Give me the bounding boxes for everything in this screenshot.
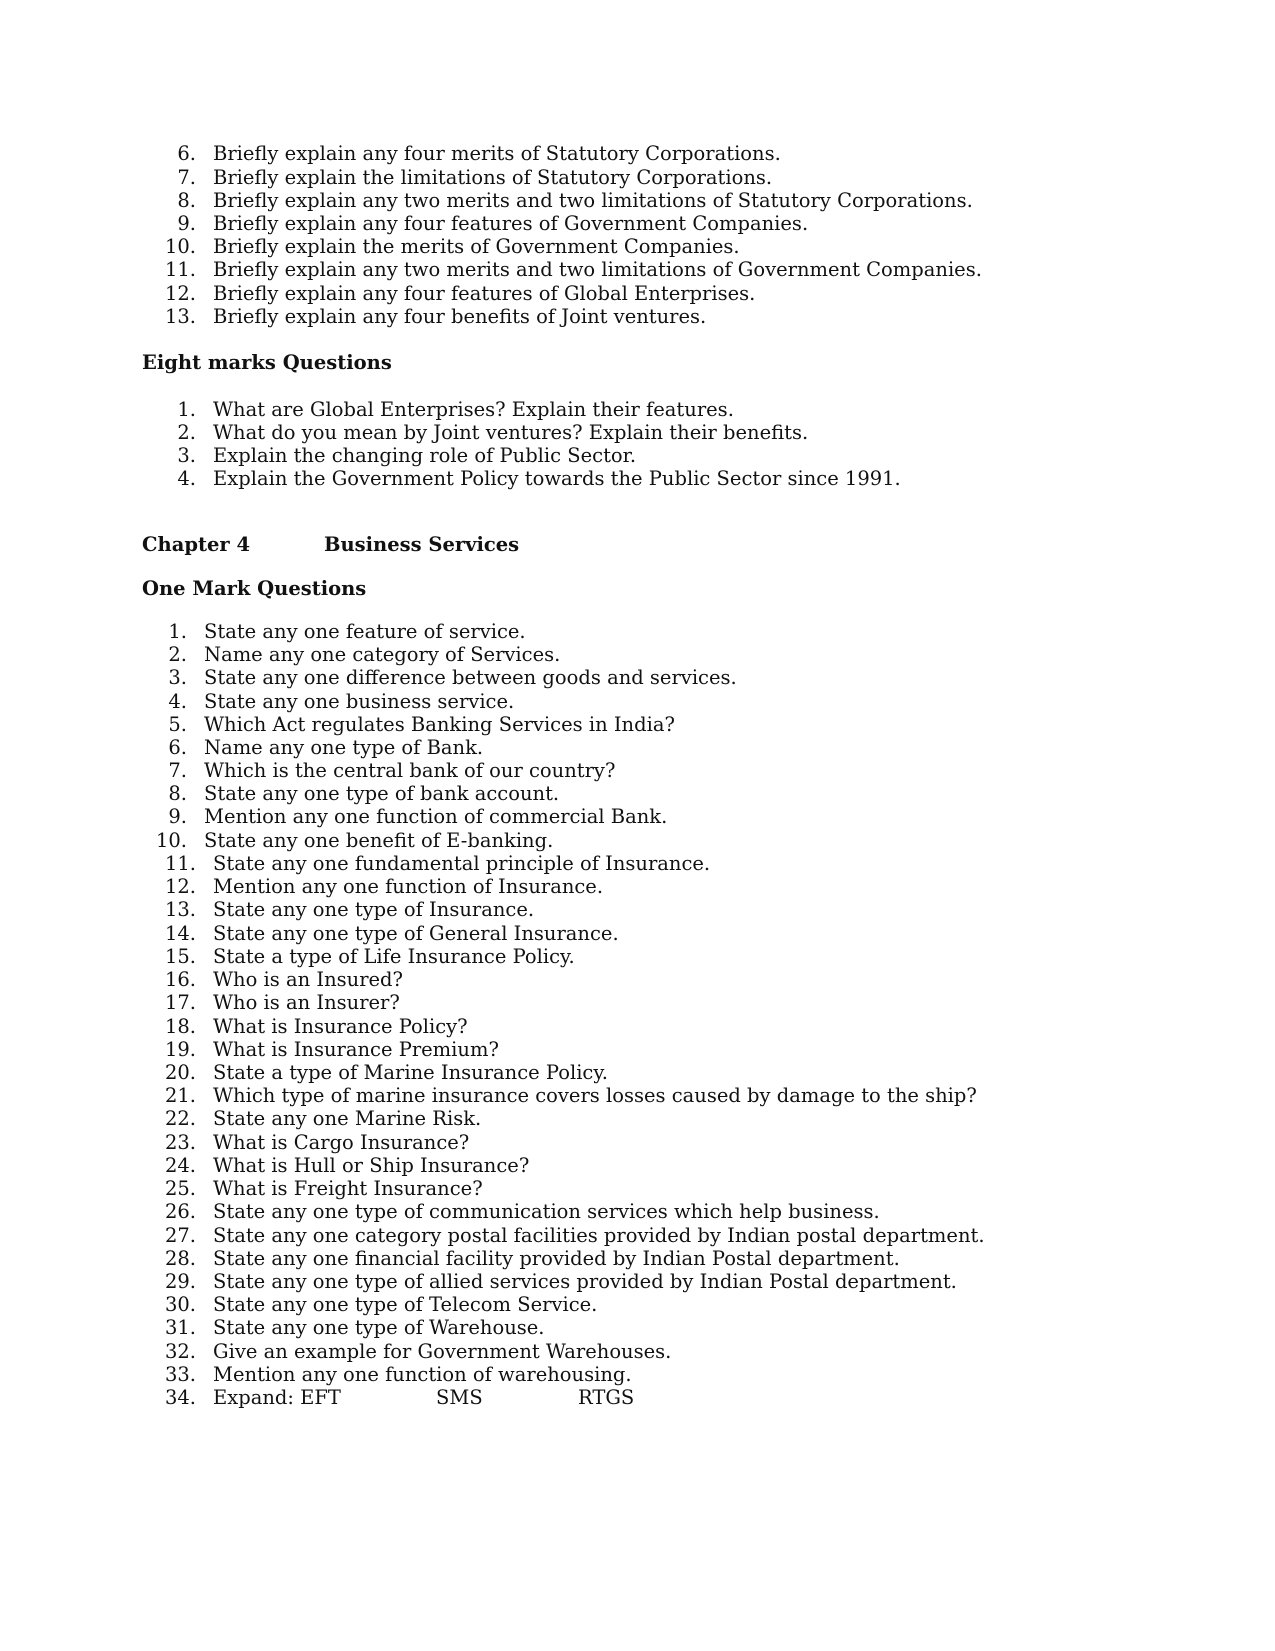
item-number: 12. [164,282,196,305]
item-number: 27. [164,1224,196,1247]
item-text: Who is an Insurer? [213,991,400,1014]
item-term-sms: SMS [436,1386,483,1409]
item-text: State a type of Marine Insurance Policy. [213,1061,608,1084]
section-heading-eight-marks: Eight marks Questions [142,351,392,374]
item-text: What is Insurance Policy? [213,1015,468,1038]
item-text: Name any one category of Services. [204,643,561,666]
item-text: State any one category postal facilities provided by Indian postal department. [213,1224,985,1247]
item-text: State any one type of Telecom Service. [213,1293,598,1316]
item-text: State any one business service. [204,690,515,713]
section-heading-one-mark: One Mark Questions [142,577,367,600]
item-number: 3. [168,666,187,689]
item-text: Briefly explain the limitations of Statutory Corporations. [213,166,773,189]
item-number: 1. [177,398,196,421]
item-number: 28. [164,1247,196,1270]
item-number: 19. [164,1038,196,1061]
item-number: 31. [164,1316,196,1339]
item-number: 14. [164,922,196,945]
item-number: 25. [164,1177,196,1200]
item-text: Name any one type of Bank. [204,736,484,759]
item-number: 29. [164,1270,196,1293]
item-text: What do you mean by Joint ventures? Explain their benefits. [213,421,809,444]
item-number: 17. [164,991,196,1014]
item-number: 32. [164,1340,196,1363]
item-text: Which type of marine insurance covers losses caused by damage to the ship? [213,1084,977,1107]
item-text: Briefly explain any four features of Global Enterprises. [213,282,756,305]
item-text: Briefly explain any four benefits of Joint ventures. [213,305,707,328]
item-text: State any one type of Insurance. [213,898,535,921]
item-number: 9. [177,212,196,235]
item-text: State any one difference between goods and services. [204,666,737,689]
item-number: 8. [168,782,187,805]
item-number: 24. [164,1154,196,1177]
item-text: Expand: EFT [213,1386,341,1409]
item-text: State any one type of bank account. [204,782,560,805]
chapter-label: Chapter 4 [142,533,251,556]
item-number: 11. [164,852,196,875]
item-text: Briefly explain any two merits and two limitations of Government Companies. [213,258,982,281]
item-number: 12. [164,875,196,898]
item-number: 2. [168,643,187,666]
item-text: What is Freight Insurance? [213,1177,483,1200]
item-text: What is Insurance Premium? [213,1038,499,1061]
chapter-title: Business Services [324,533,520,556]
item-number: 10. [164,235,196,258]
item-text: State a type of Life Insurance Policy. [213,945,575,968]
item-text: Briefly explain any two merits and two limitations of Statutory Corporations. [213,189,973,212]
item-number: 13. [164,898,196,921]
item-text: Give an example for Government Warehouses. [213,1340,672,1363]
item-number: 10. [155,829,187,852]
item-number: 2. [177,421,196,444]
item-number: 6. [177,142,196,165]
item-text: State any one financial facility provided by Indian Postal department. [213,1247,900,1270]
item-text: State any one type of communication services which help business. [213,1200,880,1223]
item-text: What are Global Enterprises? Explain their features. [213,398,734,421]
item-text: Explain the changing role of Public Sector. [213,444,637,467]
item-text: What is Cargo Insurance? [213,1131,470,1154]
item-number: 34. [164,1386,196,1409]
item-text: Which Act regulates Banking Services in India? [204,713,675,736]
item-number: 3. [177,444,196,467]
item-term-rtgs: RTGS [578,1386,635,1409]
item-number: 20. [164,1061,196,1084]
item-number: 6. [168,736,187,759]
item-number: 33. [164,1363,196,1386]
item-number: 9. [168,805,187,828]
item-text: State any one type of General Insurance. [213,922,619,945]
item-text: Explain the Government Policy towards the Public Sector since 1991. [213,467,901,490]
item-number: 7. [177,166,196,189]
item-text: What is Hull or Ship Insurance? [213,1154,530,1177]
item-text: Which is the central bank of our country? [204,759,616,782]
item-number: 13. [164,305,196,328]
item-number: 4. [168,690,187,713]
item-text: State any one type of Warehouse. [213,1316,545,1339]
item-text: State any one fundamental principle of Insurance. [213,852,711,875]
item-number: 30. [164,1293,196,1316]
item-text: State any one type of allied services provided by Indian Postal department. [213,1270,957,1293]
item-number: 18. [164,1015,196,1038]
item-number: 15. [164,945,196,968]
item-text: Mention any one function of warehousing. [213,1363,632,1386]
item-number: 11. [164,258,196,281]
item-text: Briefly explain any four features of Government Companies. [213,212,809,235]
item-text: State any one feature of service. [204,620,526,643]
item-number: 5. [168,713,187,736]
item-number: 22. [164,1107,196,1130]
item-text: Mention any one function of commercial Bank. [204,805,668,828]
item-number: 21. [164,1084,196,1107]
item-text: State any one Marine Risk. [213,1107,482,1130]
item-number: 1. [168,620,187,643]
item-text: Who is an Insured? [213,968,403,991]
item-text: State any one benefit of E-banking. [204,829,554,852]
item-number: 26. [164,1200,196,1223]
item-number: 23. [164,1131,196,1154]
item-text: Mention any one function of Insurance. [213,875,604,898]
item-number: 4. [177,467,196,490]
item-text: Briefly explain any four merits of Statutory Corporations. [213,142,781,165]
item-text: Briefly explain the merits of Government Companies. [213,235,740,258]
item-number: 7. [168,759,187,782]
item-number: 16. [164,968,196,991]
item-number: 8. [177,189,196,212]
